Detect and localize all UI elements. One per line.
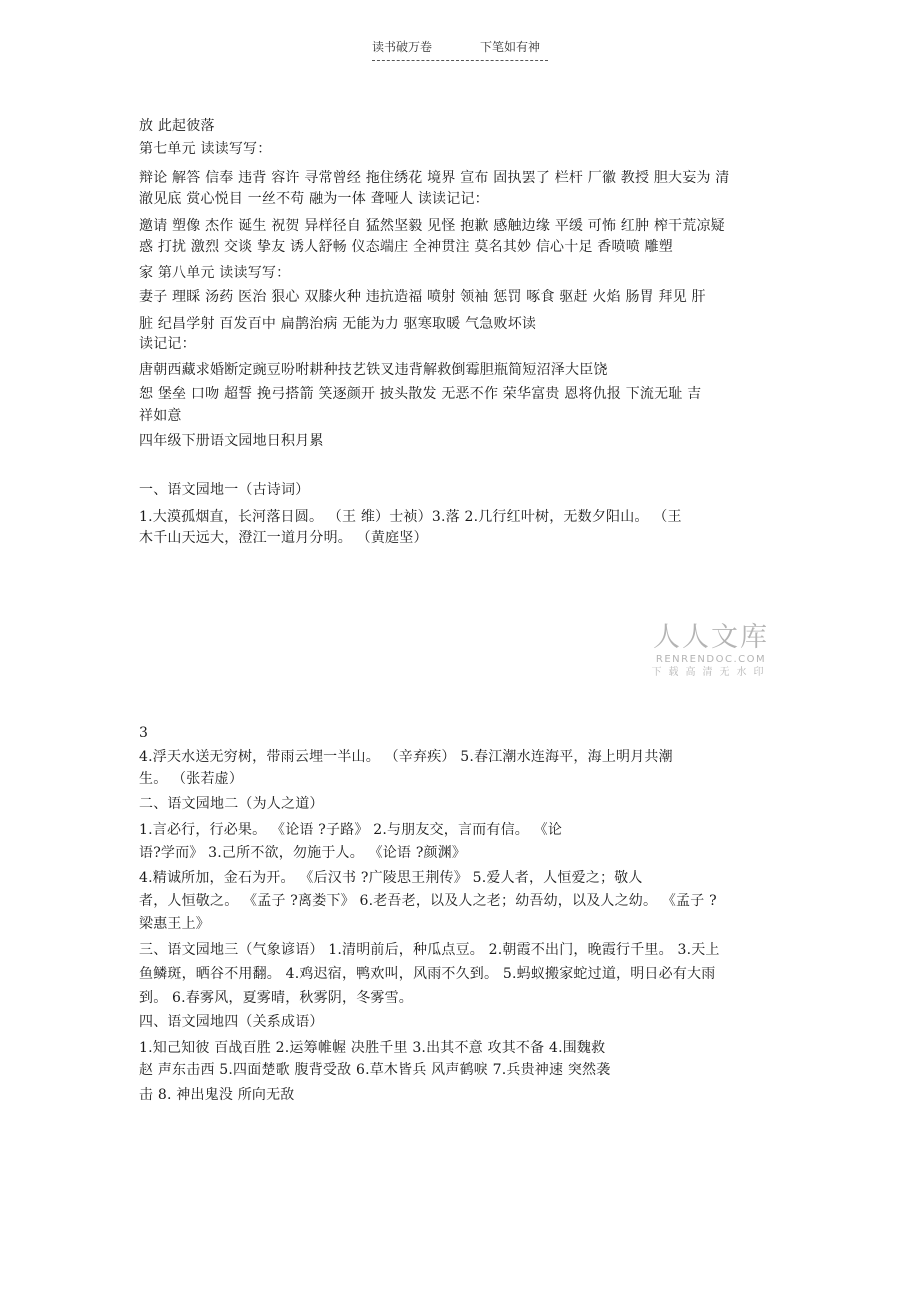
text-line: 恕 堡垒 口吻 超誓 挽弓搭箭 笑逐颜开 披头散发 无恶不作 荣华富贵 恩将仇报 下流无耻 吉	[139, 386, 702, 402]
text-line: 家 第八单元 读读写写：	[139, 265, 291, 281]
text-line: 4.精诚所加，金石为开。 《后汉书 ?广陵思王荆传》 5.爱人者，人恒爱之；敬人	[139, 870, 643, 886]
text-line: 语?学而》 3.己所不欲，勿施于人。 《论语 ?颜渊》	[139, 845, 467, 861]
text-line: 击 8. 神出鬼没 所向无敌	[139, 1087, 295, 1103]
text-line: 赵 声东击西 5.四面楚歌 腹背受敌 6.草木皆兵 风声鹤唳 7.兵贵神速 突然袭	[139, 1062, 611, 1078]
text-line: 辩论 解答 信奉 违背 容许 寻常曾经 拖住绣花 境界 宣布 固执罢了 栏杆 厂徽 教授 胆大妄为 清	[139, 170, 730, 186]
text-line: 4.浮天水送无穷树，带雨云埋一半山。 （辛弃疾） 5.春江潮水连海平，海上明月共潮	[139, 749, 673, 765]
text-line: 脏 纪昌学射 百发百中 扁鹊治病 无能为力 驱寒取暖 气急败坏读	[139, 316, 537, 332]
page-header	[372, 38, 548, 61]
section-title: 四年级下册语文园地日积月累	[139, 433, 324, 449]
header-left-text: 读书破万卷	[372, 40, 433, 54]
section-heading: 四、语文园地四（关系成语）	[139, 1014, 324, 1030]
text-line: 梁惠王上》	[139, 916, 210, 932]
watermark	[648, 622, 774, 680]
text-line: 木千山天远大，澄江一道月分明。 （黄庭坚）	[139, 530, 428, 546]
header-right-text: 下笔如有神	[480, 40, 541, 54]
text-line: 放 此起彼落	[139, 118, 215, 134]
text-line: 鱼鳞斑，晒谷不用翻。 4.鸡迟宿，鸭欢叫，风雨不久到。 5.蚂蚁搬家蛇过道，明日必有大雨	[139, 966, 716, 982]
text-line: 邀请 塑像 杰作 诞生 祝贺 异样径自 猛然坚毅 见怪 抱歉 感触边缘 平缓 可怖 红肿 榨干荒凉疑	[139, 218, 725, 234]
text-line: 妻子 理睬 汤药 医治 狠心 双膝火种 违抗造福 喷射 领袖 惩罚 啄食 驱赶 火焰 肠胃 拜见 肝	[139, 289, 706, 305]
section-heading: 二、语文园地二（为人之道）	[139, 796, 324, 812]
section-heading: 一、语文园地一（古诗词）	[139, 482, 310, 498]
text-line: 惑 打扰 激烈 交谈 挚友 诱人舒畅 仪态端庄 全神贯注 莫名其妙 信心十足 香喷喷 雕塑	[139, 239, 673, 255]
section-heading: 三、语文园地三（气象谚语） 1.清明前后，种瓜点豆。 2.朝霞不出门，晚霞行千里。 3.天上	[139, 942, 720, 958]
text-line: 1.知己知彼 百战百胜 2.运筹帷幄 决胜千里 3.出其不意 攻其不备 4.围魏救	[139, 1040, 606, 1056]
text-line: 第七单元 读读写写：	[139, 141, 272, 157]
watermark-url: RENRENDOC.COM	[655, 654, 767, 665]
page-number: 3	[139, 725, 149, 741]
text-line: 祥如意	[139, 408, 182, 424]
text-line: 到。 6.春雾风，夏雾晴，秋雾阴，冬雾雪。	[139, 990, 414, 1006]
text-line: 唐朝西藏求婚断定豌豆吩咐耕种技艺铁叉违背解救倒霉胆瓶简短沼泽大臣饶	[139, 362, 608, 378]
text-line: 1.言必行，行必果。 《论语 ?子路》 2.与朋友交，言而有信。 《论	[139, 822, 563, 838]
watermark-title: 人人文库	[653, 622, 769, 653]
text-line: 澈见底 赏心悦目 一丝不苟 融为一体 聋哑人 读读记记：	[139, 191, 489, 207]
watermark-subtitle: 下载高清无水印	[651, 667, 771, 678]
text-line: 读记记：	[139, 336, 196, 352]
text-line: 者，人恒敬之。 《孟子 ?离娄下》 6.老吾老，以及人之老；幼吾幼，以及人之幼。 《孟子 ?	[139, 893, 717, 909]
text-line: 生。 （张若虚）	[139, 771, 244, 787]
text-line: 1.大漠孤烟直，长河落日圆。 （王 维）士祯）3.落 2.几行红叶树，无数夕阳山。 （王	[139, 509, 682, 525]
